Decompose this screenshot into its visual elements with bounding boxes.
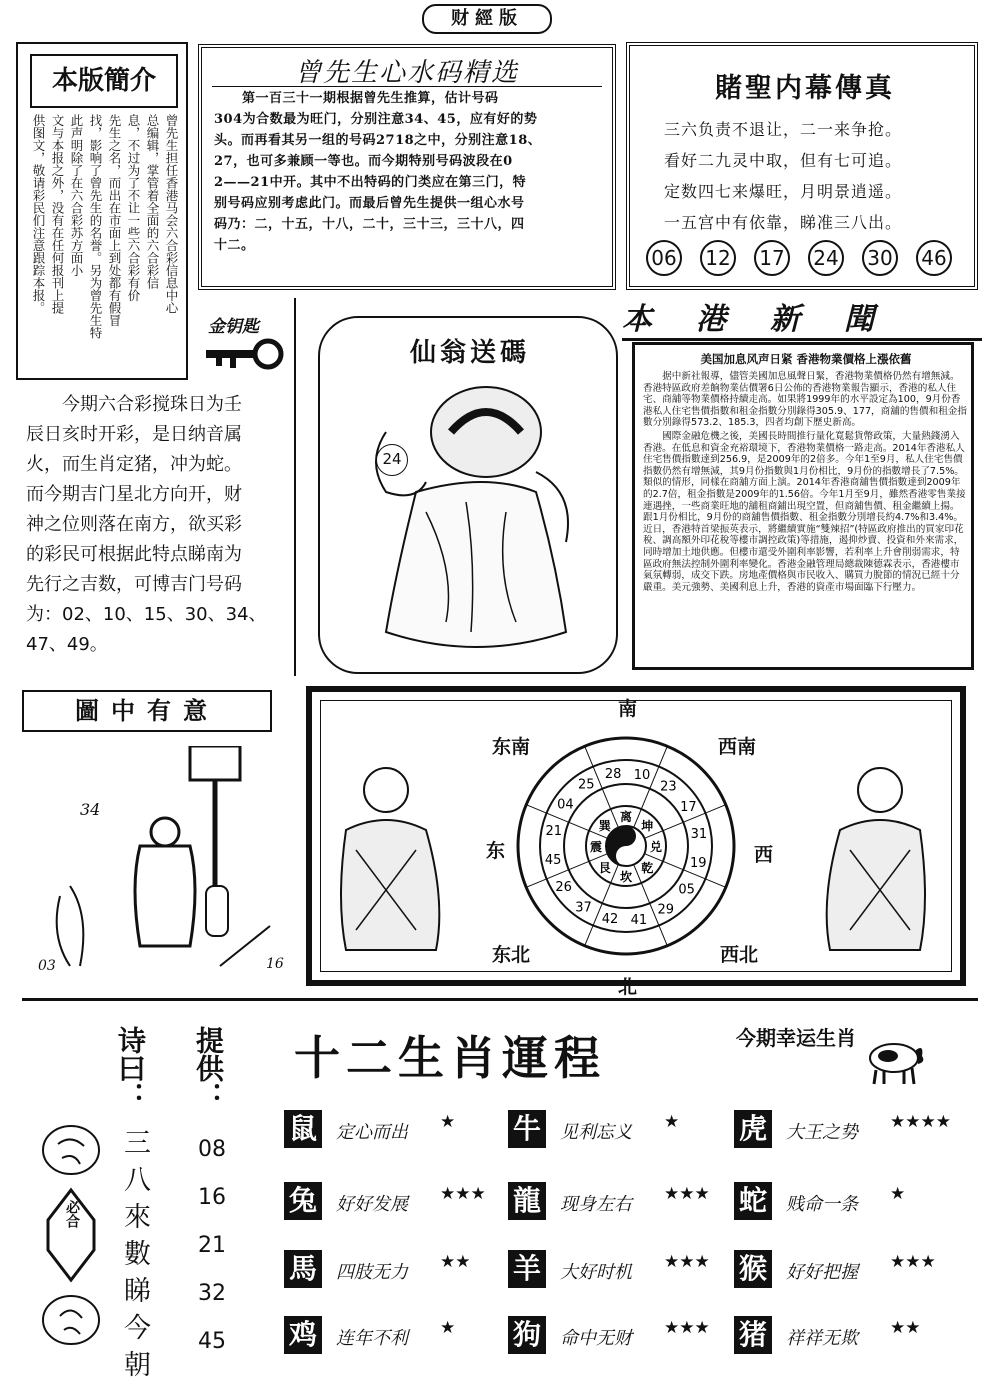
saint-line: 三六负责不退让，二一来争抢。 (664, 120, 903, 139)
key-title: 金钥匙 (208, 317, 259, 337)
dir-south: 南 (618, 698, 638, 720)
zodiac-fortune: 连年不利 (336, 1328, 408, 1349)
compass-ring-number: 05 (678, 882, 695, 898)
ox-icon (858, 1032, 928, 1088)
intro-col: 文与本报之外，没有在任何报刊上提 (50, 114, 65, 314)
zodiac-char: 狗 (508, 1316, 546, 1354)
zodiac-fortune: 定心而出 (336, 1122, 408, 1143)
zodiac-fortune: 贱命一条 (786, 1194, 858, 1215)
number-ball: 12 (700, 240, 736, 276)
number-ball: 06 (646, 240, 682, 276)
number-ball: 24 (808, 240, 844, 276)
compass-ring-number: 26 (555, 879, 572, 895)
compass-ring-number: 29 (657, 902, 675, 918)
zodiac-stars: ★ (890, 1184, 906, 1204)
zodiac-char: 猪 (734, 1316, 772, 1354)
zodiac-stars: ★★★ (664, 1184, 710, 1204)
dir-north: 北 (618, 976, 638, 998)
intro-col: 息，不过为了不让一些六合彩有价 (126, 114, 141, 302)
key-section (16, 298, 296, 676)
zodiac-stars: ★★★★ (890, 1112, 951, 1132)
compass-ring-number: 37 (575, 900, 592, 916)
zodiac-fortune: 大好时机 (560, 1262, 632, 1283)
lucky-label: 今期幸运生肖 (736, 1026, 856, 1050)
compass-ring-number: 28 (604, 767, 622, 783)
zodiac-stars: ★★★ (664, 1318, 710, 1338)
dir-northwest: 西北 (720, 944, 759, 966)
picture-number: 16 (266, 956, 284, 972)
luck-text (26, 390, 286, 660)
zodiac-fortune: 祥祥无欺 (786, 1328, 858, 1349)
poem-label: 诗曰： (114, 1026, 147, 1110)
fairy-illustration (356, 372, 586, 662)
intro-title: 本版簡介 (30, 54, 178, 108)
compass-trigram: 坎 (619, 870, 633, 884)
zodiac-stars: ★ (440, 1318, 456, 1338)
zodiac-char: 馬 (284, 1250, 322, 1288)
zodiac-char: 猴 (734, 1250, 772, 1288)
compass-trigram: 离 (619, 810, 633, 824)
saint-body (664, 114, 902, 238)
tip-body (214, 88, 608, 256)
zodiac-stars: ★★ (890, 1318, 921, 1338)
news-body (643, 371, 967, 595)
fairy-number: 24 (376, 444, 408, 476)
fairy-panel (318, 316, 618, 674)
compass-trigram: 艮 (598, 861, 611, 876)
news-paragraph: 國際金融危機之後，美國長時間推行量化寬鬆貨幣政策，大量熱錢湧入香港。在低息和資金充裕環境下，香港物業價格一路走高。2014年香港私人住宅售價指數達到256.9，是2009年的2倍多。今年1至9月，私人住宅售價指數仍然有增無減，其9月份指數與1月份相比，9月份的指數增長了7.5%。類似的情形，同樣在商舖方面上演。2014年香港商舖售價指數達到2009年的2.7倍，租金指數是2009年的1.56倍。今年1月至9月，雖然香港零售業接連遇挫，一些商業旺地的舖租商鋪出現空置，但商舖售價、租金繼續上揚。跟1月份相比，9月份的商舖售價指數、租金指數分別增長約4.7%和3.4%。近日，香港特首梁振英表示，將繼續實施“雙辣招”(特區政府推出的買家印花稅、調高額外印花稅等樓市調控政策)等措施，遏抑炒賣、投資和外來需求，同時增加土地供應。但樓市還受外圍利率影響，若利率上升會削弱需求，特區政府無法控制外圍利率變化。香港金融管理局總裁陳德霖表示，香港樓市氣氛轉弱，成交下跌。房地產價格與市民收入、購買力脫節的情況已經十分嚴重。美元強勢、美國利息上升，香港的資產市場面臨下行壓力。 (643, 430, 966, 593)
zodiac-fortune: 好好把握 (786, 1262, 858, 1283)
provide-number: 08 (198, 1137, 226, 1162)
zodiac-title: 十二生肖運程 (294, 1031, 606, 1085)
tip-line: 27，也可多兼顾一等也。而今期特别号码波段在0 (214, 154, 513, 169)
section-divider (22, 998, 978, 1001)
intro-col: 先生之名，而出在市面上到处都有假冒 (107, 114, 122, 327)
intro-col: 总编辑，掌管着全面的六合彩信 (145, 114, 160, 289)
zodiac-char: 牛 (508, 1110, 546, 1148)
tip-panel (198, 44, 616, 290)
tip-line: 别号码应别考虑此门。而最后曾先生提供一组心水号 (214, 196, 525, 211)
door-god-right (810, 750, 940, 960)
news-headline: 美国加息风声日紧 香港物業價格上漲依舊 (700, 352, 912, 366)
luck-line: 火，而生肖定猪，冲为蛇。 (26, 454, 242, 475)
zodiac-char: 龍 (508, 1182, 546, 1220)
zodiac-fortune: 大王之势 (786, 1122, 858, 1143)
saint-title: 賭聖内幕傳真 (715, 73, 895, 104)
news-paragraph: 据中新社報導，儘管美國加息風聲日緊，香港物業價格仍然有增無減。香港特區政府差餉物業估價署6日公佈的香港物業報告顯示，香港的私人住宅、商舖等物業價格持續走高。如果將1999年的水平設定為100，9月份香港私人住宅售價指數和租金指數分別錄得305.9、177，商舖的售價和租金指數分別錄得573.2、185.3，四者均創下歷史新高。 (643, 371, 967, 429)
tip-line: 第一百三十一期根据曾先生推算，估计号码 (242, 91, 499, 106)
zodiac-fortune: 好好发展 (336, 1194, 408, 1215)
seal-text: 必合 (64, 1200, 80, 1228)
provide-number: 45 (198, 1329, 226, 1354)
provide-label: 提供： (192, 1026, 225, 1110)
compass-trigram: 乾 (641, 861, 654, 876)
compass-ring-number: 25 (577, 777, 595, 793)
luck-line: 的彩民可根据此特点睇南为 (26, 544, 242, 565)
tip-title: 曾先生心水码精选 (294, 58, 519, 88)
compass-trigram: 震 (589, 840, 603, 854)
intro-col: 曾先生担任香港马会六合彩信息中心 (164, 114, 179, 314)
zodiac-char: 虎 (734, 1110, 772, 1148)
zodiac-fortune: 四肢无力 (336, 1262, 408, 1283)
tip-line: 2——21中开。其中不出特码的门类应在第三门，特 (214, 175, 527, 190)
tip-line: 304为合数最为旺门，分别注意34、45，应有好的势 (214, 112, 538, 127)
tip-line: 头。而再看其另一组的号码2718之中，分别注意18、 (214, 133, 542, 148)
zodiac-stars: ★ (440, 1112, 456, 1132)
zodiac-char: 蛇 (734, 1182, 772, 1220)
compass-ring-number: 10 (633, 767, 651, 783)
luck-line: 神之位则落在南方，欲买彩 (26, 514, 242, 535)
zodiac-char: 鸡 (284, 1316, 322, 1354)
compass-ring-number: 17 (680, 800, 697, 816)
zodiac-stars: ★★★ (440, 1184, 486, 1204)
intro-col: 找，影响了曾先生的名誉。另为曾先生特 (88, 114, 103, 339)
compass-ring-number: 21 (545, 823, 563, 839)
saint-panel (626, 42, 978, 290)
tip-line: 码乃：二，十五，十八，二十，三十三，三十八，四 (214, 217, 525, 232)
compass-ring-number: 23 (660, 779, 677, 795)
provide-number: 21 (198, 1233, 226, 1258)
provide-numbers (198, 1126, 226, 1366)
zodiac-fortune: 现身左右 (560, 1194, 632, 1215)
luck-line: 今期六合彩搅珠日为壬 (62, 394, 242, 415)
intro-col: 此声明除了在六合彩苏方面小 (69, 114, 84, 277)
zodiac-char: 鼠 (284, 1110, 322, 1148)
luck-line: 辰日亥时开彩，是日纳音属 (26, 424, 242, 445)
door-god-left (326, 750, 456, 960)
luck-line: 为：02、10、15、30、34、 (26, 604, 267, 625)
picture-illustration (30, 746, 290, 976)
key-icon (206, 338, 286, 382)
compass-ring-number: 31 (690, 827, 708, 843)
fairy-title: 仙翁送碼 (409, 338, 530, 368)
compass-trigram: 兑 (649, 840, 663, 854)
dir-west: 西 (754, 844, 774, 866)
picture-number: 34 (80, 800, 101, 819)
compass-trigram: 坤 (641, 818, 654, 833)
number-ball: 46 (916, 240, 952, 276)
dir-southeast: 东南 (492, 736, 531, 758)
seal-ornament (36, 1120, 106, 1350)
compass-ring-number: 42 (601, 912, 619, 928)
saint-line: 一五宫中有依靠，睇准三八出。 (664, 213, 903, 232)
picture-number: 03 (38, 958, 56, 974)
tip-title-rule (212, 86, 602, 87)
zodiac-stars: ★ (664, 1112, 680, 1132)
zodiac-stars: ★★★ (890, 1252, 936, 1272)
zodiac-stars: ★★ (440, 1252, 471, 1272)
intro-col: 供图文，敬请彩民们注意跟踪本报。 (31, 114, 46, 314)
poem-text: 三八來數睇今朝 (119, 1128, 150, 1387)
header-stamp: 财經版 (422, 4, 552, 34)
picture-title: 圖中有意 (22, 690, 272, 732)
provide-number: 16 (198, 1185, 226, 1210)
luck-line: 47、49。 (26, 634, 108, 655)
compass-wheel (516, 736, 736, 956)
saint-line: 看好二九灵中取，但有七可追。 (664, 151, 903, 170)
zodiac-stars: ★★★ (664, 1252, 710, 1272)
number-ball: 30 (862, 240, 898, 276)
tip-line: 十二。 (214, 238, 255, 253)
dir-east: 东 (486, 840, 506, 862)
compass-ring-number: 41 (630, 912, 648, 928)
zodiac-char: 兔 (284, 1182, 322, 1220)
compass-ring-number: 19 (689, 856, 707, 872)
luck-line: 先行之吉数，可博吉门号码 (26, 574, 242, 595)
zodiac-fortune: 命中无财 (560, 1328, 632, 1349)
news-panel (632, 342, 974, 670)
zodiac-char: 羊 (508, 1250, 546, 1288)
zodiac-fortune: 见利忘义 (560, 1122, 632, 1143)
compass-ring-number: 04 (557, 797, 574, 813)
compass-ring-number: 45 (544, 852, 562, 868)
dir-southwest: 西南 (718, 736, 757, 758)
saint-line: 定数四七来爆旺，月明景逍遥。 (664, 182, 903, 201)
news-banner: 本港新聞 (622, 302, 982, 341)
dir-northeast: 东北 (492, 944, 531, 966)
luck-line: 而今期吉门星北方向开，财 (26, 484, 242, 505)
compass-trigram: 巽 (598, 818, 611, 833)
number-ball: 17 (754, 240, 790, 276)
provide-number: 32 (198, 1281, 226, 1306)
